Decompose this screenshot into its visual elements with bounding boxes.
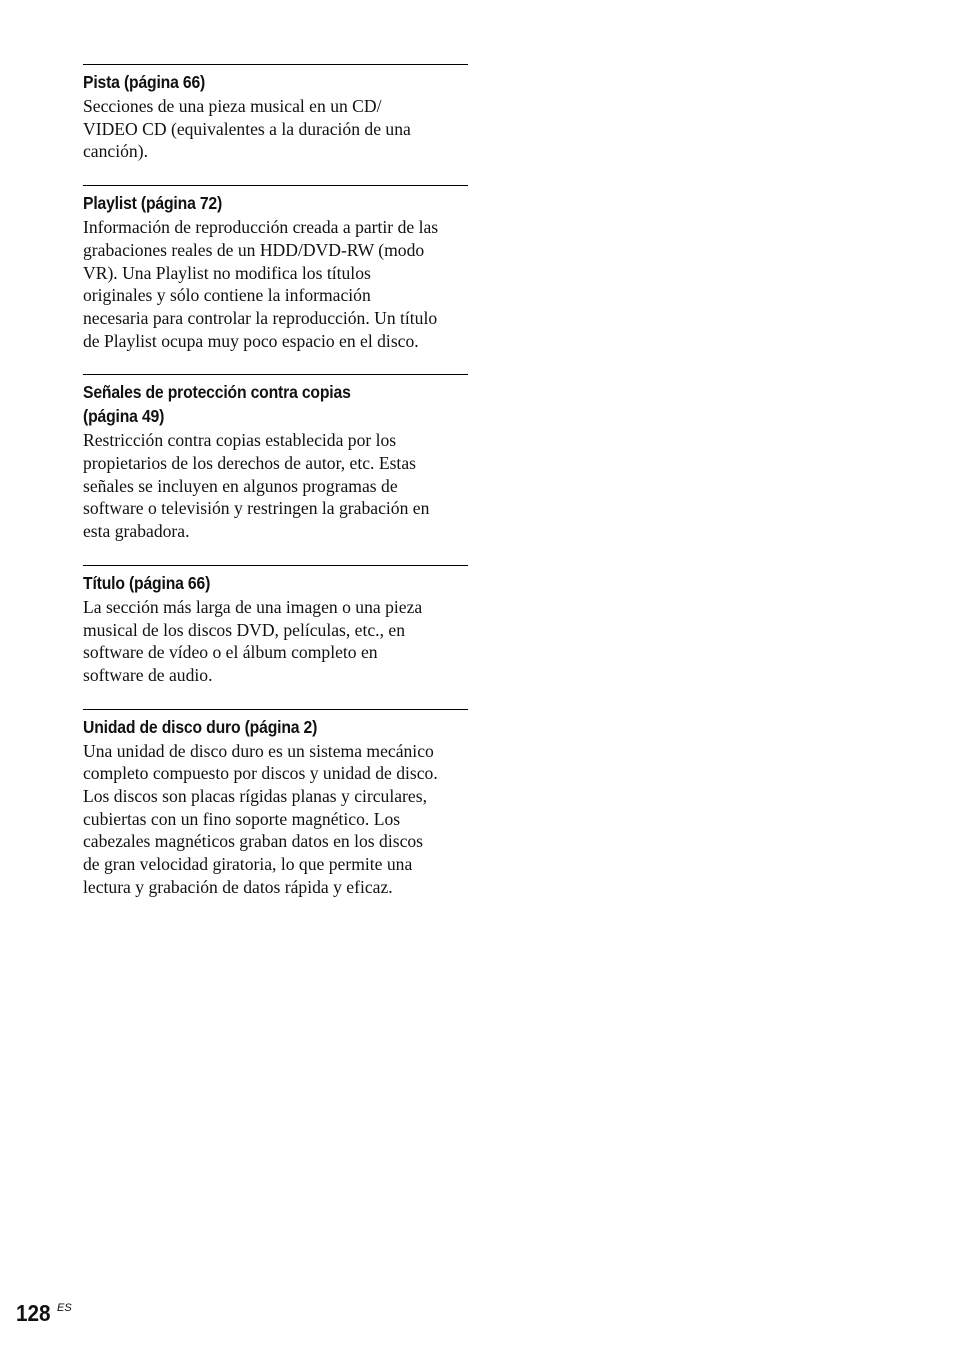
glossary-entry-pista bbox=[83, 64, 468, 163]
entry-description: La sección más larga de una imagen o una pieza musical de los discos DVD, películas, etc., en software de vídeo o el álbum completo en software de audio. bbox=[83, 596, 423, 685]
entry-title: Playlist (página 72) bbox=[83, 193, 223, 214]
entry-title: Señales de protección contra copias (página 49) bbox=[83, 382, 351, 427]
entry-description: Secciones de una pieza musical en un CD/ VIDEO CD (equivalentes a la duración de una canción). bbox=[83, 96, 411, 162]
entry-description: Restricción contra copias establecida por los propietarios de los derechos de autor, etc. Estas señales se incluyen en algunos programas de software o televisión y restringen la grabación en esta grabadora. bbox=[83, 430, 430, 542]
entry-title: Título (página 66) bbox=[83, 572, 211, 593]
entry-description: Una unidad de disco duro es un sistema mecánico completo compuesto por discos y unidad de disco. Los discos son placas rígidas planas y circulares, cubiertas con un fino soporte magnético. Los cabezales magnéticos graban datos en los discos de gran velocidad giratoria, lo que permite una lectura y grabación de datos rápida y eficaz. bbox=[83, 740, 438, 897]
page-number bbox=[16, 1298, 72, 1328]
entry-title: Unidad de disco duro (página 2) bbox=[83, 716, 318, 737]
entry-title: Pista (página 66) bbox=[83, 72, 206, 92]
glossary-entry-senales-proteccion bbox=[83, 374, 468, 543]
page-number-value: 128 bbox=[16, 1300, 51, 1326]
entry-description: Información de reproducción creada a partir de las grabaciones reales de un HDD/DVD-RW (modo VR). Una Playlist no modifica los títulos originales y sólo contiene la información necesaria para controlar la reproducción. Un título de Playlist ocupa muy poco espacio en el disco. bbox=[83, 217, 439, 351]
language-code: ES bbox=[57, 1302, 72, 1314]
glossary-column bbox=[83, 64, 468, 921]
glossary-entry-unidad-disco-duro bbox=[83, 709, 468, 899]
glossary-entry-titulo bbox=[83, 565, 468, 687]
glossary-entry-playlist bbox=[83, 185, 468, 352]
